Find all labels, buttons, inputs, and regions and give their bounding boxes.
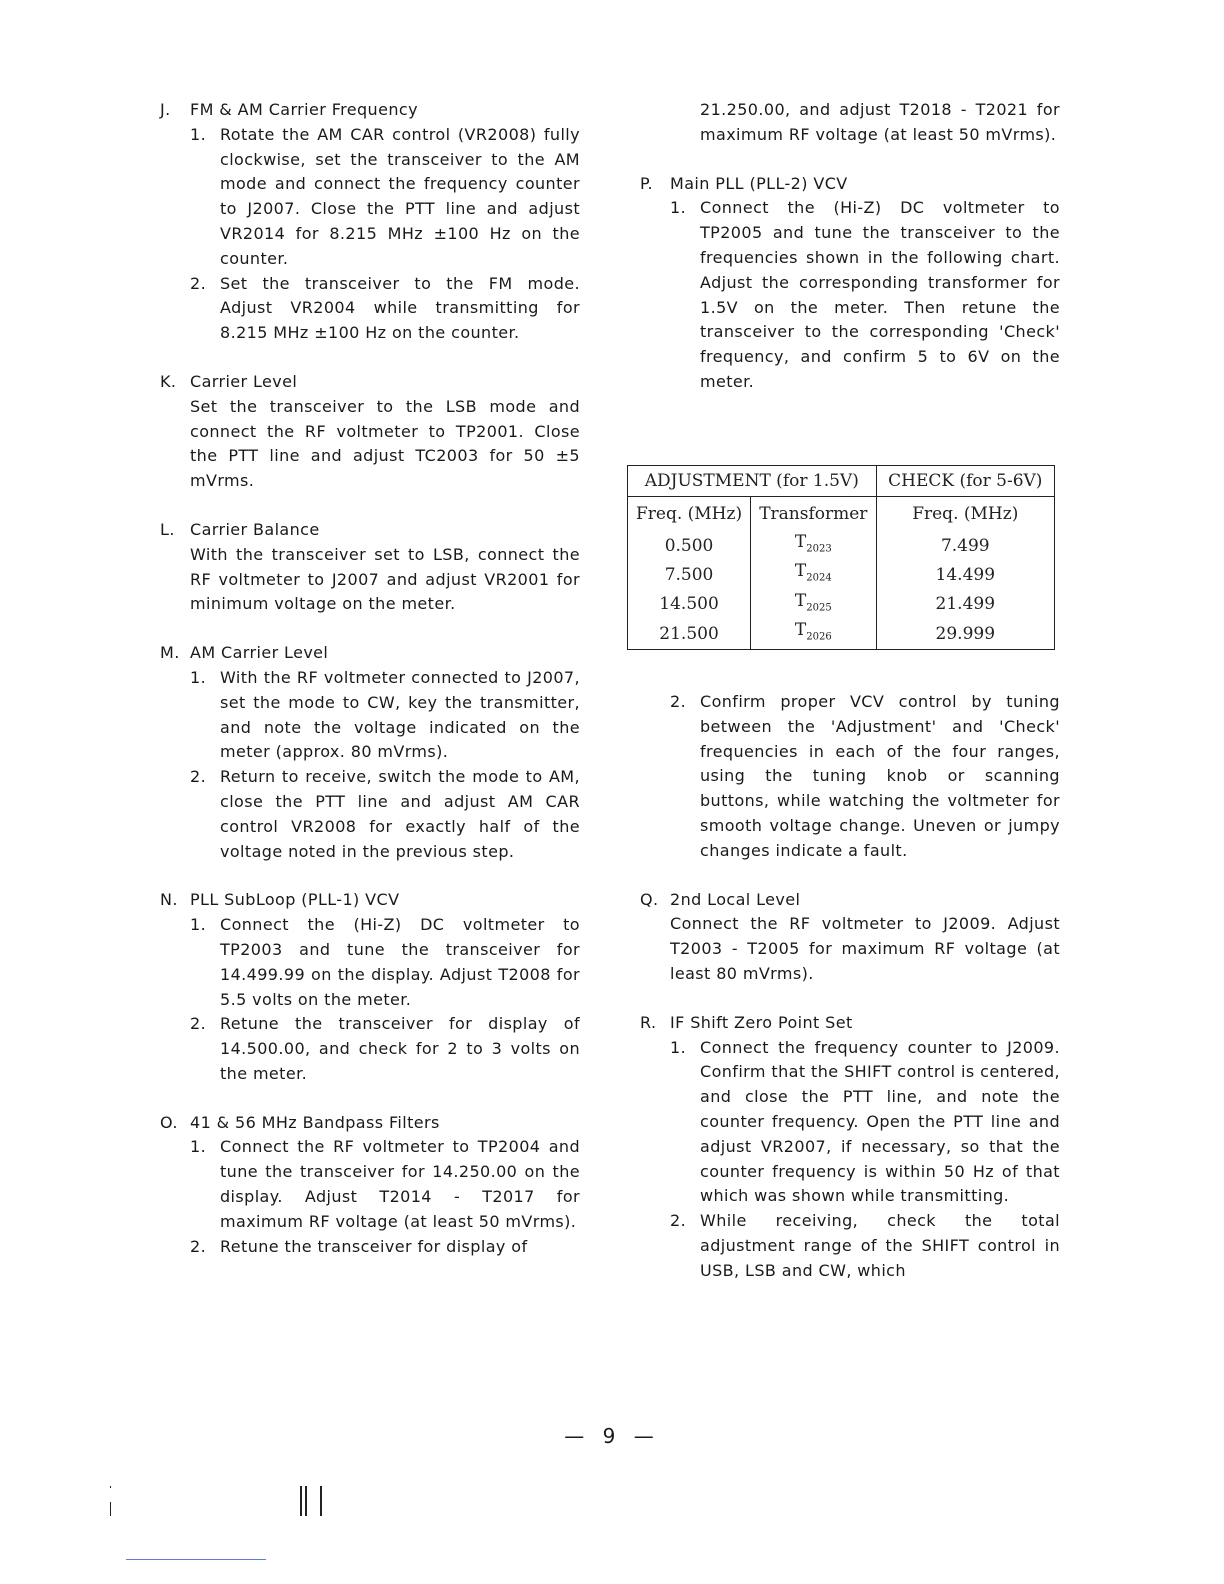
step bbox=[640, 690, 1060, 864]
step bbox=[160, 272, 580, 346]
step bbox=[160, 666, 580, 765]
left-column bbox=[160, 98, 580, 1259]
scan-speck bbox=[110, 1486, 111, 1488]
step bbox=[640, 196, 1060, 394]
transformer-number: 2024 bbox=[806, 572, 832, 584]
step-number: 2. bbox=[190, 273, 207, 293]
section-q bbox=[640, 888, 1060, 987]
section-n bbox=[160, 888, 580, 1086]
scan-line bbox=[126, 1559, 266, 1560]
step-number: 1. bbox=[190, 667, 207, 687]
adjustment-table bbox=[627, 465, 1055, 650]
cell-check: 7.499 bbox=[940, 535, 990, 556]
section-body: Set the transceiver to the LSB mode and connect the RF voltmeter to TP2001. Close the PTT line and adjust TC2003 for 50 ±5 mVrms. bbox=[190, 396, 580, 491]
step bbox=[160, 1135, 580, 1234]
step-text: Retune the transceiver for display of bbox=[220, 1236, 528, 1256]
step bbox=[640, 1209, 1060, 1283]
section-title: FM & AM Carrier Frequency bbox=[190, 100, 418, 119]
step-number: 1. bbox=[190, 915, 207, 935]
step-text: Connect the frequency counter to J2009. Confirm that the SHIFT control is centered, and close the PTT line, and note the counter frequency. Open the PTT line and adjust VR2007, if necessary, so that the counter frequency is within 50 Hz of that which was shown while transmitting. bbox=[700, 1037, 1060, 1206]
section-letter: P. bbox=[640, 173, 654, 193]
section-letter: Q. bbox=[640, 889, 659, 909]
table-row bbox=[628, 531, 1055, 560]
table-row bbox=[628, 560, 1055, 589]
section-letter: M. bbox=[160, 643, 180, 663]
cell-freq: 14.500 bbox=[628, 590, 751, 619]
step-number: 2. bbox=[190, 1014, 207, 1034]
step-continuation bbox=[640, 98, 1060, 148]
cell-freq: 21.500 bbox=[628, 619, 751, 649]
step-text: Connect the RF voltmeter to TP2004 and tune the transceiver for 14.250.00 on the display. Adjust T2014 - T2017 for maximum RF voltage (at least 50 mVrms). bbox=[220, 1137, 580, 1231]
step-text: Connect the (Hi-Z) DC voltmeter to TP2005 and tune the transceiver to the frequencies shown in the following chart. Adjust the corresponding transformer for 1.5V on the meter. Then retune the transceiver to the corresponding 'Check' frequency, and confirm 5 to 6V on the meter. bbox=[700, 198, 1060, 391]
transformer-prefix: T bbox=[794, 532, 807, 552]
transformer-number: 2023 bbox=[806, 543, 832, 555]
step-number: 2. bbox=[190, 767, 207, 787]
section-o bbox=[160, 1111, 580, 1260]
scan-bar bbox=[320, 1486, 322, 1516]
section-letter: O. bbox=[160, 1112, 178, 1132]
cell-transformer bbox=[751, 619, 876, 649]
step bbox=[160, 1012, 580, 1086]
section-body: With the transceiver set to LSB, connect the RF voltmeter to J2007 and adjust VR2001 for minimum voltage on the meter. bbox=[190, 544, 580, 614]
right-column-bottom bbox=[640, 690, 1060, 1284]
cell-freq: 7.500 bbox=[628, 560, 751, 589]
table-header-check: CHECK (for 5-6V) bbox=[876, 466, 1054, 497]
step-number: 1. bbox=[670, 198, 687, 218]
section-title: Carrier Balance bbox=[190, 519, 320, 539]
cell-transformer bbox=[751, 590, 876, 619]
transformer-prefix: T bbox=[794, 561, 807, 582]
section-title: PLL SubLoop (PLL-1) VCV bbox=[190, 890, 400, 910]
table-header-adjustment: ADJUSTMENT (for 1.5V) bbox=[628, 466, 877, 497]
section-p bbox=[640, 172, 1060, 395]
step-text: Set the transceiver to the FM mode. Adjust VR2004 while transmitting for 8.215 MHz ±100 Hz on the counter. bbox=[220, 273, 580, 343]
section-title: 41 & 56 MHz Bandpass Filters bbox=[190, 1112, 440, 1132]
step-number: 1. bbox=[190, 124, 207, 144]
section-letter: J. bbox=[160, 100, 171, 119]
scan-bar bbox=[305, 1486, 307, 1516]
table-row bbox=[628, 590, 1055, 619]
cell-check: 21.499 bbox=[935, 594, 996, 615]
section-j bbox=[160, 98, 580, 346]
cell-transformer bbox=[751, 531, 876, 560]
cell-check: 29.999 bbox=[935, 623, 996, 644]
step-number: 2. bbox=[670, 692, 687, 711]
col-header-check-freq: Freq. (MHz) bbox=[912, 504, 1019, 524]
cell-check: 14.499 bbox=[935, 565, 996, 586]
section-title: IF Shift Zero Point Set bbox=[670, 1012, 853, 1032]
step-number: 2. bbox=[190, 1236, 207, 1256]
step-text: Rotate the AM CAR control (VR2008) fully clockwise, set the transceiver to the AM mode and connect the frequency counter to J2007. Close the PTT line and adjust VR2014 for 8.215 MHz ±100 Hz on the counter. bbox=[220, 124, 580, 268]
step bbox=[640, 1036, 1060, 1210]
section-title: 2nd Local Level bbox=[670, 889, 801, 909]
section-letter: K. bbox=[160, 371, 177, 391]
section-r bbox=[640, 1011, 1060, 1284]
transformer-prefix: T bbox=[794, 620, 807, 641]
step-text: While receiving, check the total adjustment range of the SHIFT control in USB, LSB and CW, which bbox=[700, 1211, 1060, 1280]
section-k bbox=[160, 370, 580, 494]
step-text: With the RF voltmeter connected to J2007, set the mode to CW, key the transmitter, and note the voltage indicated on the meter (approx. 80 mVrms). bbox=[220, 667, 580, 762]
section-title: Main PLL (PLL-2) VCV bbox=[670, 173, 848, 193]
step-number: 1. bbox=[190, 1137, 207, 1157]
step-number: 2. bbox=[670, 1211, 687, 1231]
table-row bbox=[628, 619, 1055, 649]
step bbox=[160, 913, 580, 1012]
transformer-prefix: T bbox=[794, 590, 807, 611]
section-body: Connect the RF voltmeter to J2009. Adjust T2003 - T2005 for maximum RF voltage (at least 80 mVrms). bbox=[670, 914, 1060, 983]
col-header-freq: Freq. (MHz) bbox=[628, 497, 751, 532]
section-letter: L. bbox=[160, 519, 175, 539]
section-letter: N. bbox=[160, 890, 178, 910]
scan-bar bbox=[300, 1486, 302, 1516]
cell-freq: 0.500 bbox=[628, 531, 751, 560]
step bbox=[160, 765, 580, 864]
section-m bbox=[160, 641, 580, 864]
step-text: Confirm proper VCV control by tuning between the 'Adjustment' and 'Check' frequencies in each of the four ranges, using the tuning knob or scanning buttons, while watching the voltmeter for smooth voltage change. Uneven or jumpy changes indicate a fault. bbox=[700, 692, 1060, 860]
col-header-transformer: Transformer bbox=[751, 497, 876, 532]
step bbox=[160, 1235, 580, 1260]
section-l bbox=[160, 518, 580, 617]
step-text: Return to receive, switch the mode to AM, close the PTT line and adjust AM CAR control VR2008 for exactly half of the voltage noted in the previous step. bbox=[220, 767, 580, 861]
transformer-number: 2025 bbox=[806, 602, 832, 614]
step-text: Connect the (Hi-Z) DC voltmeter to TP2003 and tune the transceiver for 14.499.99 on the display. Adjust T2008 for 5.5 volts on the meter. bbox=[220, 915, 580, 1009]
cell-transformer bbox=[751, 560, 876, 589]
step-text: Retune the transceiver for display of 14.500.00, and check for 2 to 3 volts on the meter. bbox=[220, 1014, 580, 1083]
scan-speck bbox=[110, 1502, 111, 1516]
section-title: AM Carrier Level bbox=[190, 643, 329, 663]
section-letter: R. bbox=[640, 1012, 657, 1032]
transformer-number: 2026 bbox=[806, 631, 832, 643]
section-title: Carrier Level bbox=[190, 371, 298, 391]
right-column-top bbox=[640, 98, 1060, 395]
step-text: 21.250.00, and adjust T2018 - T2021 for maximum RF voltage (at least 50 mVrms). bbox=[700, 100, 1060, 144]
step bbox=[160, 123, 580, 272]
step-number: 1. bbox=[670, 1037, 687, 1057]
page-number: — 9 — bbox=[564, 1424, 660, 1448]
